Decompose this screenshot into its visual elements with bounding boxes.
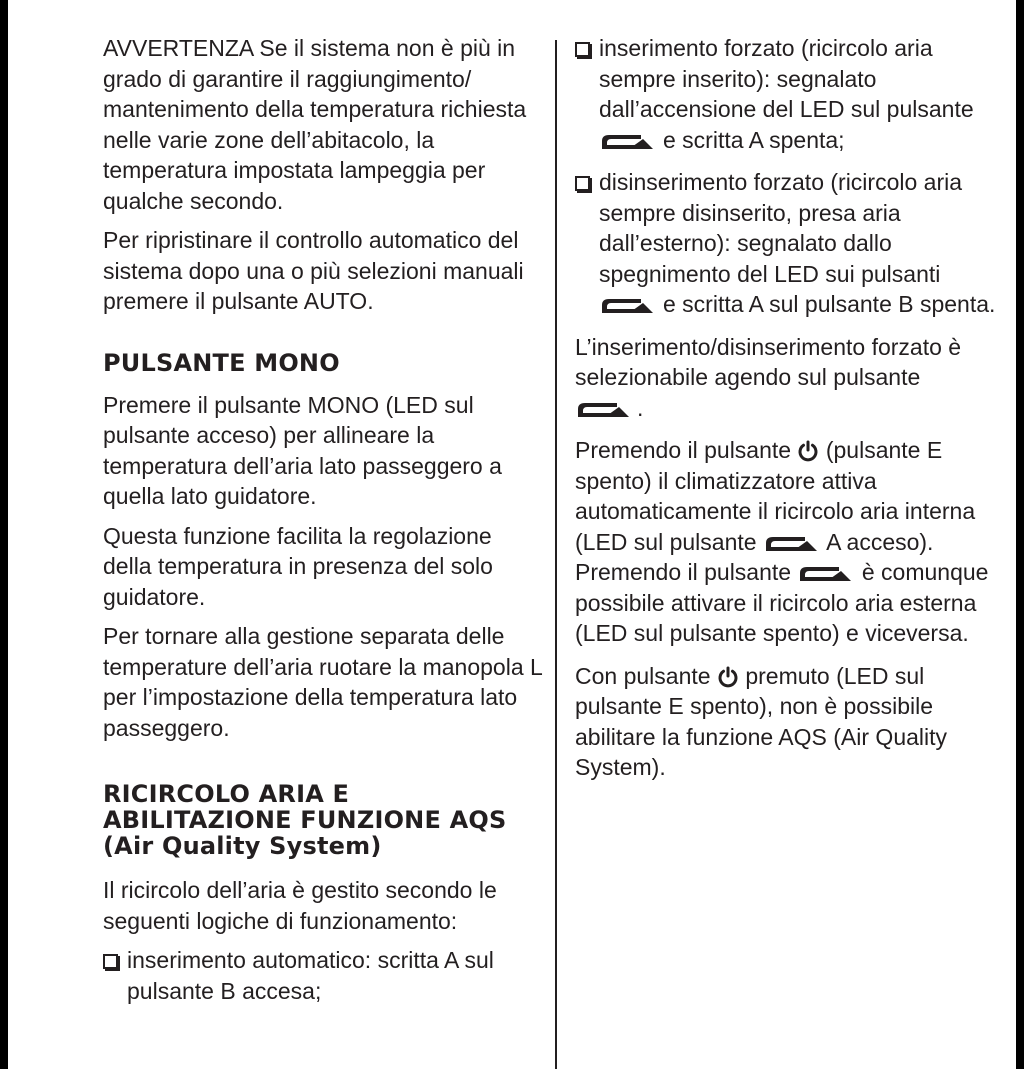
bullet-auto-text: inserimento automatico: scritta A sul pulsante B accesa;	[127, 947, 494, 1004]
recirculation-icon	[763, 534, 821, 554]
recirculation-icon	[575, 400, 633, 420]
checkbox-bullet-icon	[103, 954, 118, 969]
bullet-forced-on-text-b: e scritta A spenta;	[663, 126, 845, 153]
mono-paragraph-2: Questa funzione facilita la regolazione della temperatura in presenza del solo guidatore.	[103, 522, 493, 610]
aqs-text-a: Con pulsante	[575, 662, 711, 689]
recirculation-icon	[599, 296, 657, 316]
bullet-forced-off-text-b: e scritta A sul pulsante B spenta.	[663, 291, 996, 317]
checkbox-bullet-icon	[575, 176, 590, 191]
recirculation-icon	[797, 564, 855, 584]
page-edge-left	[0, 0, 8, 1069]
power-text-b: (pulsante E spento) il climatizzatore attiva automaticamente il ricircolo aria interna (LED sul pulsante	[575, 437, 976, 555]
bullet-auto	[103, 945, 543, 1006]
selection-paragraph	[575, 332, 1005, 424]
power-icon	[797, 440, 819, 462]
aqs-paragraph	[575, 661, 1005, 783]
checkbox-bullet-icon	[575, 42, 590, 57]
power-text-c: A acceso). Premendo il pulsante	[575, 528, 934, 585]
bullet-forced-off	[575, 167, 1005, 320]
selection-text-a: L’inserimento/disinserimento forzato è selezionabile agendo sul pulsante	[575, 333, 962, 390]
page-edge-right	[1016, 0, 1024, 1069]
power-text-a: Premendo il pulsante	[575, 437, 792, 463]
bullet-forced-on	[575, 33, 1005, 155]
warning-paragraph: AVVERTENZA Se il sistema non è più in grado di garantire il raggiungimento/ mantenimento della temperatura richiesta nelle varie zone dell’abitacolo, la temperatura impostata lampeggia per qualche secondo.	[103, 35, 527, 214]
right-column	[575, 33, 1005, 795]
mono-paragraph-3: Per tornare alla gestione separata delle temperature dell’aria ruotare la manopola L per l’impostazione della temperatura lato passeggero.	[103, 623, 542, 741]
power-text-d: è comunque possibile attivare il ricircolo aria esterna (LED sul pulsante spento) e viceversa.	[575, 559, 989, 646]
aqs-text-b: premuto (LED sul pulsante E spento), non è possibile abilitare la funzione AQS (Air Quality System).	[575, 662, 948, 780]
heading-mono: PULSANTE MONO	[103, 348, 340, 377]
heading-ricircolo: RICIRCOLO ARIA E ABILITAZIONE FUNZIONE AQS (Air Quality System)	[103, 780, 507, 860]
power-icon	[717, 666, 739, 688]
power-paragraph	[575, 435, 1005, 649]
left-column	[103, 33, 543, 1006]
ricircolo-paragraph: Il ricircolo dell’aria è gestito secondo le seguenti logiche di funzionamento:	[103, 877, 497, 934]
restore-paragraph: Per ripristinare il controllo automatico del sistema dopo una o più selezioni manuali premere il pulsante AUTO.	[103, 227, 524, 314]
recirculation-icon	[599, 132, 657, 152]
selection-text-b: .	[637, 394, 644, 421]
column-divider	[555, 40, 557, 1069]
bullet-forced-off-text-a: disinserimento forzato (ricircolo aria sempre disinserito, presa aria dall’esterno): segnalato dallo spegnimento del LED sui pulsanti	[599, 169, 963, 287]
mono-paragraph-1: Premere il pulsante MONO (LED sul pulsante acceso) per allineare la temperatura dell’aria lato passeggero a quella lato guidatore.	[103, 391, 502, 509]
bullet-forced-on-text-a: inserimento forzato (ricircolo aria sempre inserito): segnalato dall’accensione del LED sul pulsante	[599, 35, 974, 122]
